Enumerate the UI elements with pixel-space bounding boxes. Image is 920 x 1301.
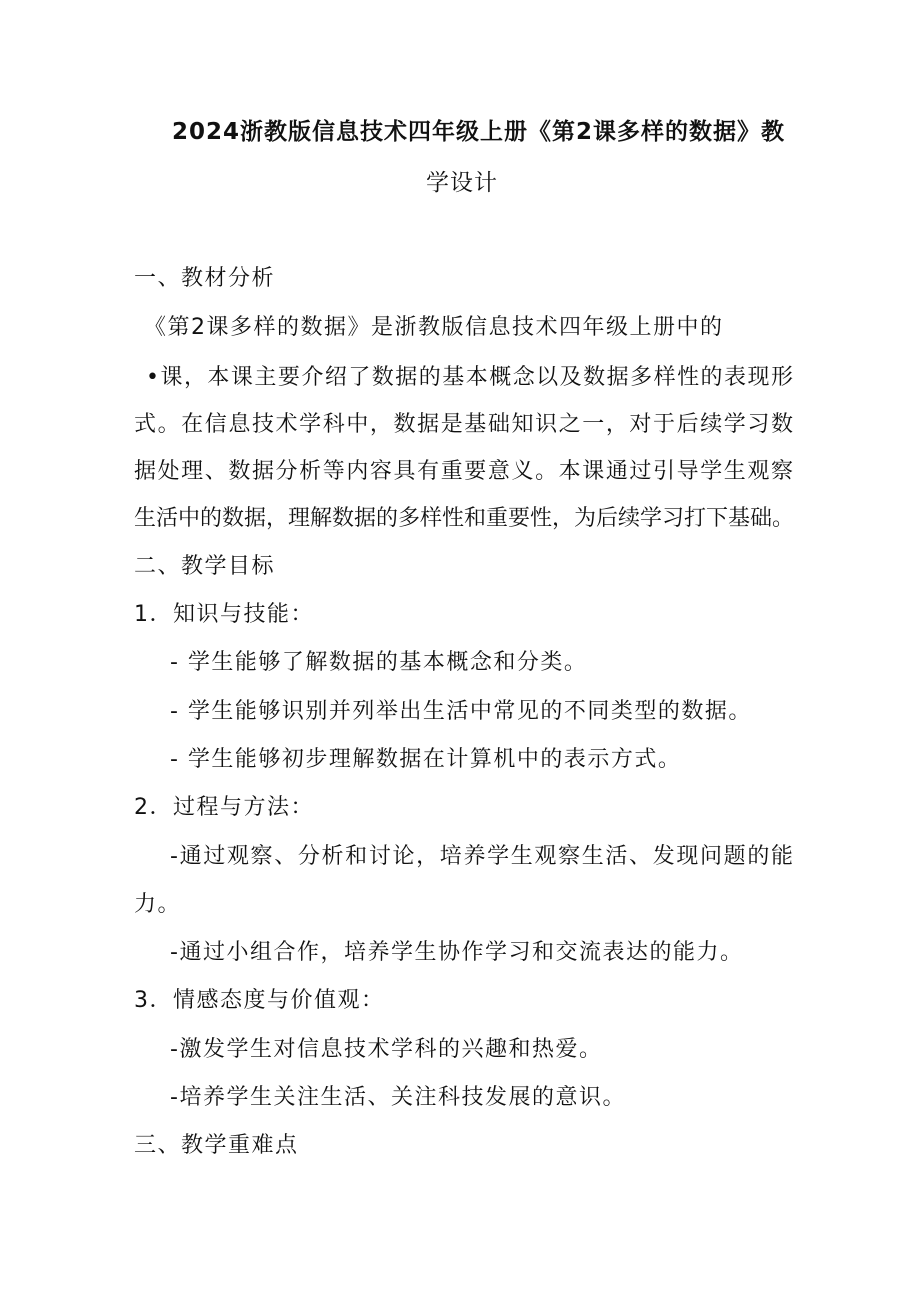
goal-item: -培养学生关注生活、关注科技发展的意识。 [170,1085,626,1110]
section-heading-textbook-analysis: 一、教材分析 [134,266,276,291]
goal-item: - 学生能够初步理解数据在计算机中的表示方式。 [170,747,682,772]
goal-item: -通过小组合作，培养学生协作学习和交流表达的能力。 [170,940,744,965]
section-heading-teaching-goals: 二、教学目标 [134,554,276,579]
goal-item-continuation: 力。 [134,892,182,917]
analysis-paragraph-line: 据处理、数据分析等内容具有重要意义。本课通过引导学生观察 [134,459,794,484]
goal-item: - 学生能够识别并列举出生活中常见的不同类型的数据。 [170,699,752,724]
analysis-paragraph-line: 生活中的数据，理解数据的多样性和重要性，为后续学习打下基础。 [134,506,795,531]
goal-item: -通过观察、分析和讨论，培养学生观察生活、发现问题的能 [170,844,794,869]
document-title-line-1: 2024浙教版信息技术四年级上册《第2课多样的数据》教 [172,119,786,145]
goal-item: -激发学生对信息技术学科的兴趣和热爱。 [170,1037,603,1062]
goal-heading-process-methods: 2．过程与方法： [134,795,314,820]
goal-heading-knowledge-skills: 1．知识与技能： [134,602,314,627]
goal-item: - 学生能够了解数据的基本概念和分类。 [170,650,588,675]
document-title-line-2: 学设计 [426,170,498,196]
section-heading-key-difficult-points: 三、教学重难点 [134,1133,299,1158]
analysis-paragraph-line: 式。在信息技术学科中，数据是基础知识之一，对于后续学习数 [134,412,794,437]
analysis-paragraph-line: 《第2课多样的数据》是浙教版信息技术四年级上册中的 [144,315,724,340]
analysis-paragraph-line: •课，本课主要介绍了数据的基本概念以及数据多样性的表现形 [146,365,794,390]
goal-heading-attitudes-values: 3．情感态度与价值观： [134,988,385,1013]
